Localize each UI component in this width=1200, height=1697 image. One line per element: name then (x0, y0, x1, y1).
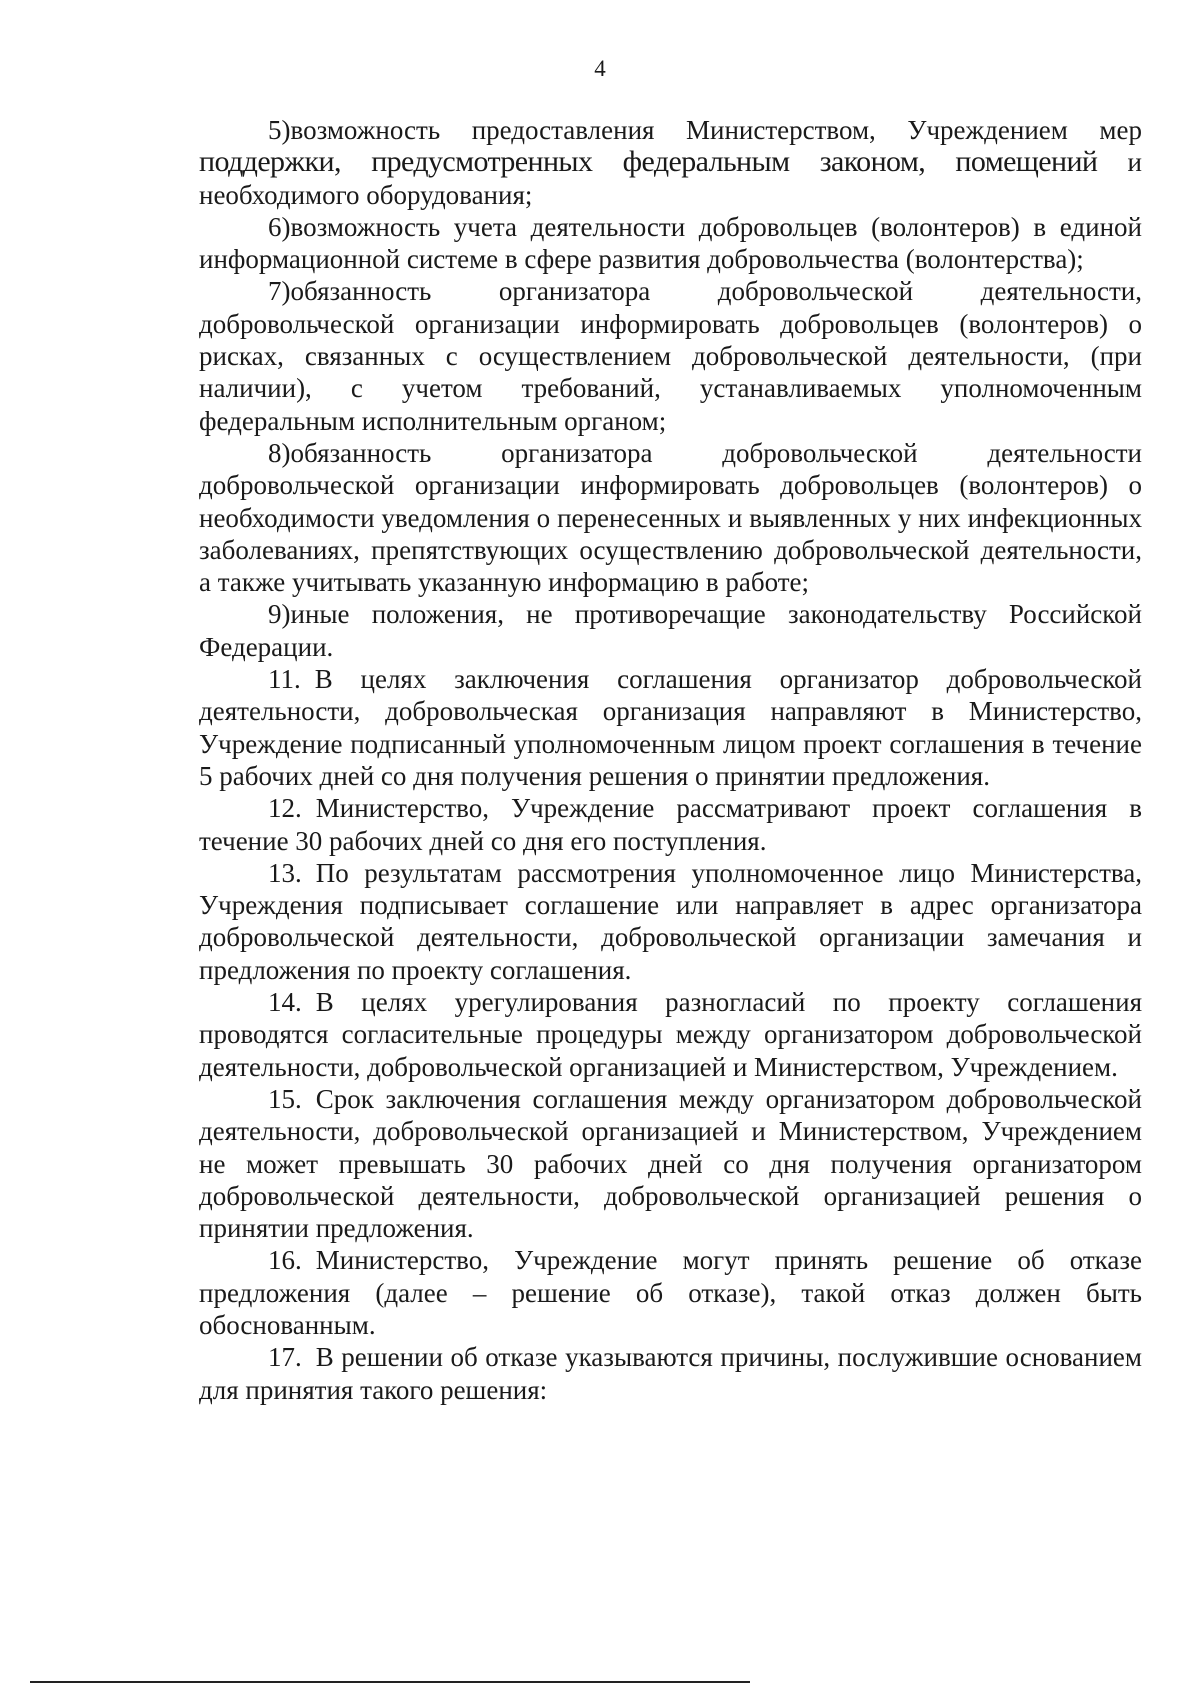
clause-17 (199, 1341, 1142, 1406)
clause-number: 17. (268, 1342, 302, 1373)
list-item-8 (199, 437, 1142, 598)
item-text: возможность учета деятельности добровольцев (волонтеров) в единой информационной системе в сфере развития добровольчества (волонтерства); (199, 211, 1142, 275)
clause-text: Министерство, Учреждение могут принять решение об отказе предложения (далее – решение об отказе), такой отказ должен быть обоснованным. (199, 1245, 1142, 1340)
clause-number: 12. (268, 793, 302, 824)
clause-13 (199, 857, 1142, 986)
item-number: 5) (268, 115, 291, 145)
item-number: 6) (268, 211, 291, 242)
clause-15 (199, 1083, 1142, 1244)
list-item-5 (199, 114, 1142, 211)
item-text: иные положения, не противоречащие законодательству Российской Федерации. (199, 599, 1142, 662)
item-text-large: поддержки, предусмотренных федеральным законом, помещений (199, 145, 1098, 179)
item-number: 8) (268, 437, 291, 468)
item-text-tail: и необходимого оборудования; (199, 147, 1143, 210)
document-body (199, 114, 1142, 1406)
page-number: 4 (594, 56, 606, 81)
list-item-6 (199, 211, 1142, 276)
list-item-7 (199, 275, 1142, 436)
item-text: обязанность организатора добровольческой деятельности, добровольческой организации информировать добровольцев (волонтеров) о рисках, связанных с осуществлением добровольческой деятельности, (при наличии), с учетом требований, устанавливаемых уполномоченным федеральным исполнительным органом; (199, 276, 1142, 436)
clause-12 (199, 792, 1142, 857)
clause-text: По результатам рассмотрения уполномоченное лицо Министерства, Учреждения подписывает соглашение или направляет в адрес организатора добровольческой деятельности, добровольческой организации замечания и предложения по проекту соглашения. (199, 857, 1142, 985)
clause-text: В решении об отказе указываются причины, послужившие основанием для принятия такого решения: (199, 1342, 1142, 1405)
item-number: 9) (268, 599, 291, 630)
list-item-9 (199, 598, 1142, 663)
item-number: 7) (268, 276, 291, 307)
clause-number: 14. (268, 987, 302, 1018)
clause-11 (199, 663, 1142, 792)
clause-text: Срок заключения соглашения между организатором добровольческой деятельности, добровольческой организацией и Министерством, Учреждением не может превышать 30 рабочих дней со дня получения организатором добровольческой деятельности, добровольческой организацией решения о принятии предложения. (199, 1083, 1142, 1244)
clause-number: 15. (268, 1083, 302, 1114)
item-text: возможность предоставления Министерством, Учреждением мер (290, 115, 1142, 145)
clause-16 (199, 1244, 1142, 1341)
clause-text: Министерство, Учреждение рассматривают проект соглашения в течение 30 рабочих дней со дня его поступления. (199, 793, 1142, 856)
clause-number: 13. (268, 857, 302, 888)
clause-14 (199, 986, 1142, 1083)
item-text: обязанность организатора добровольческой деятельности добровольческой организации информировать добровольцев (волонтеров) о необходимости уведомления о перенесенных и выявленных у них инфекционных заболеваниях, препятствующих осуществлению добровольческой деятельности, а также учитывать указанную информацию в работе; (199, 437, 1142, 598)
clause-text: В целях заключения соглашения организатор добровольческой деятельности, добровольческая организация направляют в Министерство, Учреждение подписанный уполномоченным лицом проект соглашения в течение 5 рабочих дней со дня получения решения о принятии предложения. (199, 664, 1142, 791)
clause-text: В целях урегулирования разногласий по проекту соглашения проводятся согласительные процедуры между организатором добровольческой деятельности, добровольческой организацией и Министерством, Учреждением. (199, 987, 1142, 1082)
clause-number: 11. (268, 664, 301, 695)
footer-divider (30, 1681, 750, 1683)
clause-number: 16. (268, 1245, 302, 1276)
